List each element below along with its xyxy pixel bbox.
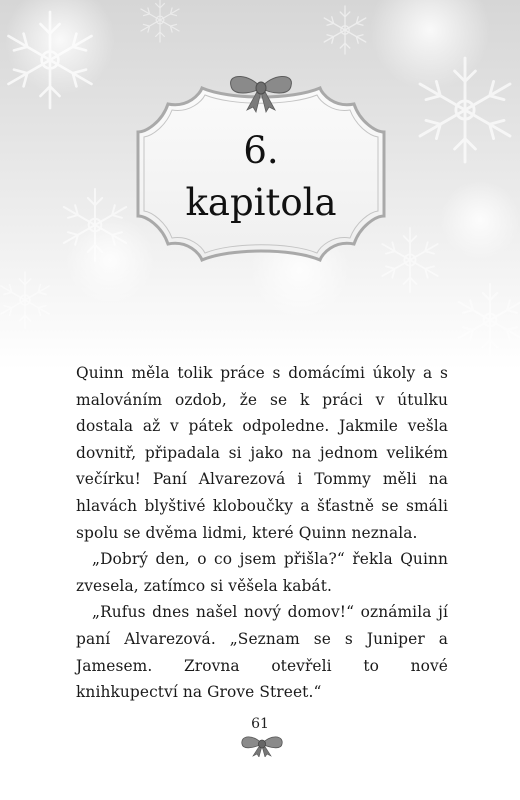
chapter-body (76, 360, 448, 706)
chapter-word: kapitola (185, 181, 337, 224)
paragraph: „Dobrý den, o co jsem přišla?“ řekla Quinn zvesela, zatímco si věšela kabát. (76, 550, 448, 595)
ribbon-bow-icon (238, 735, 286, 757)
chapter-title (130, 125, 392, 229)
paragraph: „Rufus dnes našel nový domov!“ oznámila jí paní Alvarezová. „Seznam se s Juniper a Jamesem. Zrovna otevřeli to nové knihkupectví na Grove Street.“ (76, 603, 448, 702)
paragraph: Quinn měla tolik práce s domácími úkoly a s malováním ozdob, že se k práci v útulku dostala až v pátek odpoledne. Jakmile vešla dovnitř, připadala si jako na jednom velikém večírku! Paní Alvarezová i Tommy měli na hlavách blyštivé kloboučky a šťastně se smáli spolu se dvěma lidmi, které Quinn neznala. (76, 364, 448, 542)
page-number: 61 (251, 716, 269, 732)
chapter-number: 6. (243, 129, 279, 172)
